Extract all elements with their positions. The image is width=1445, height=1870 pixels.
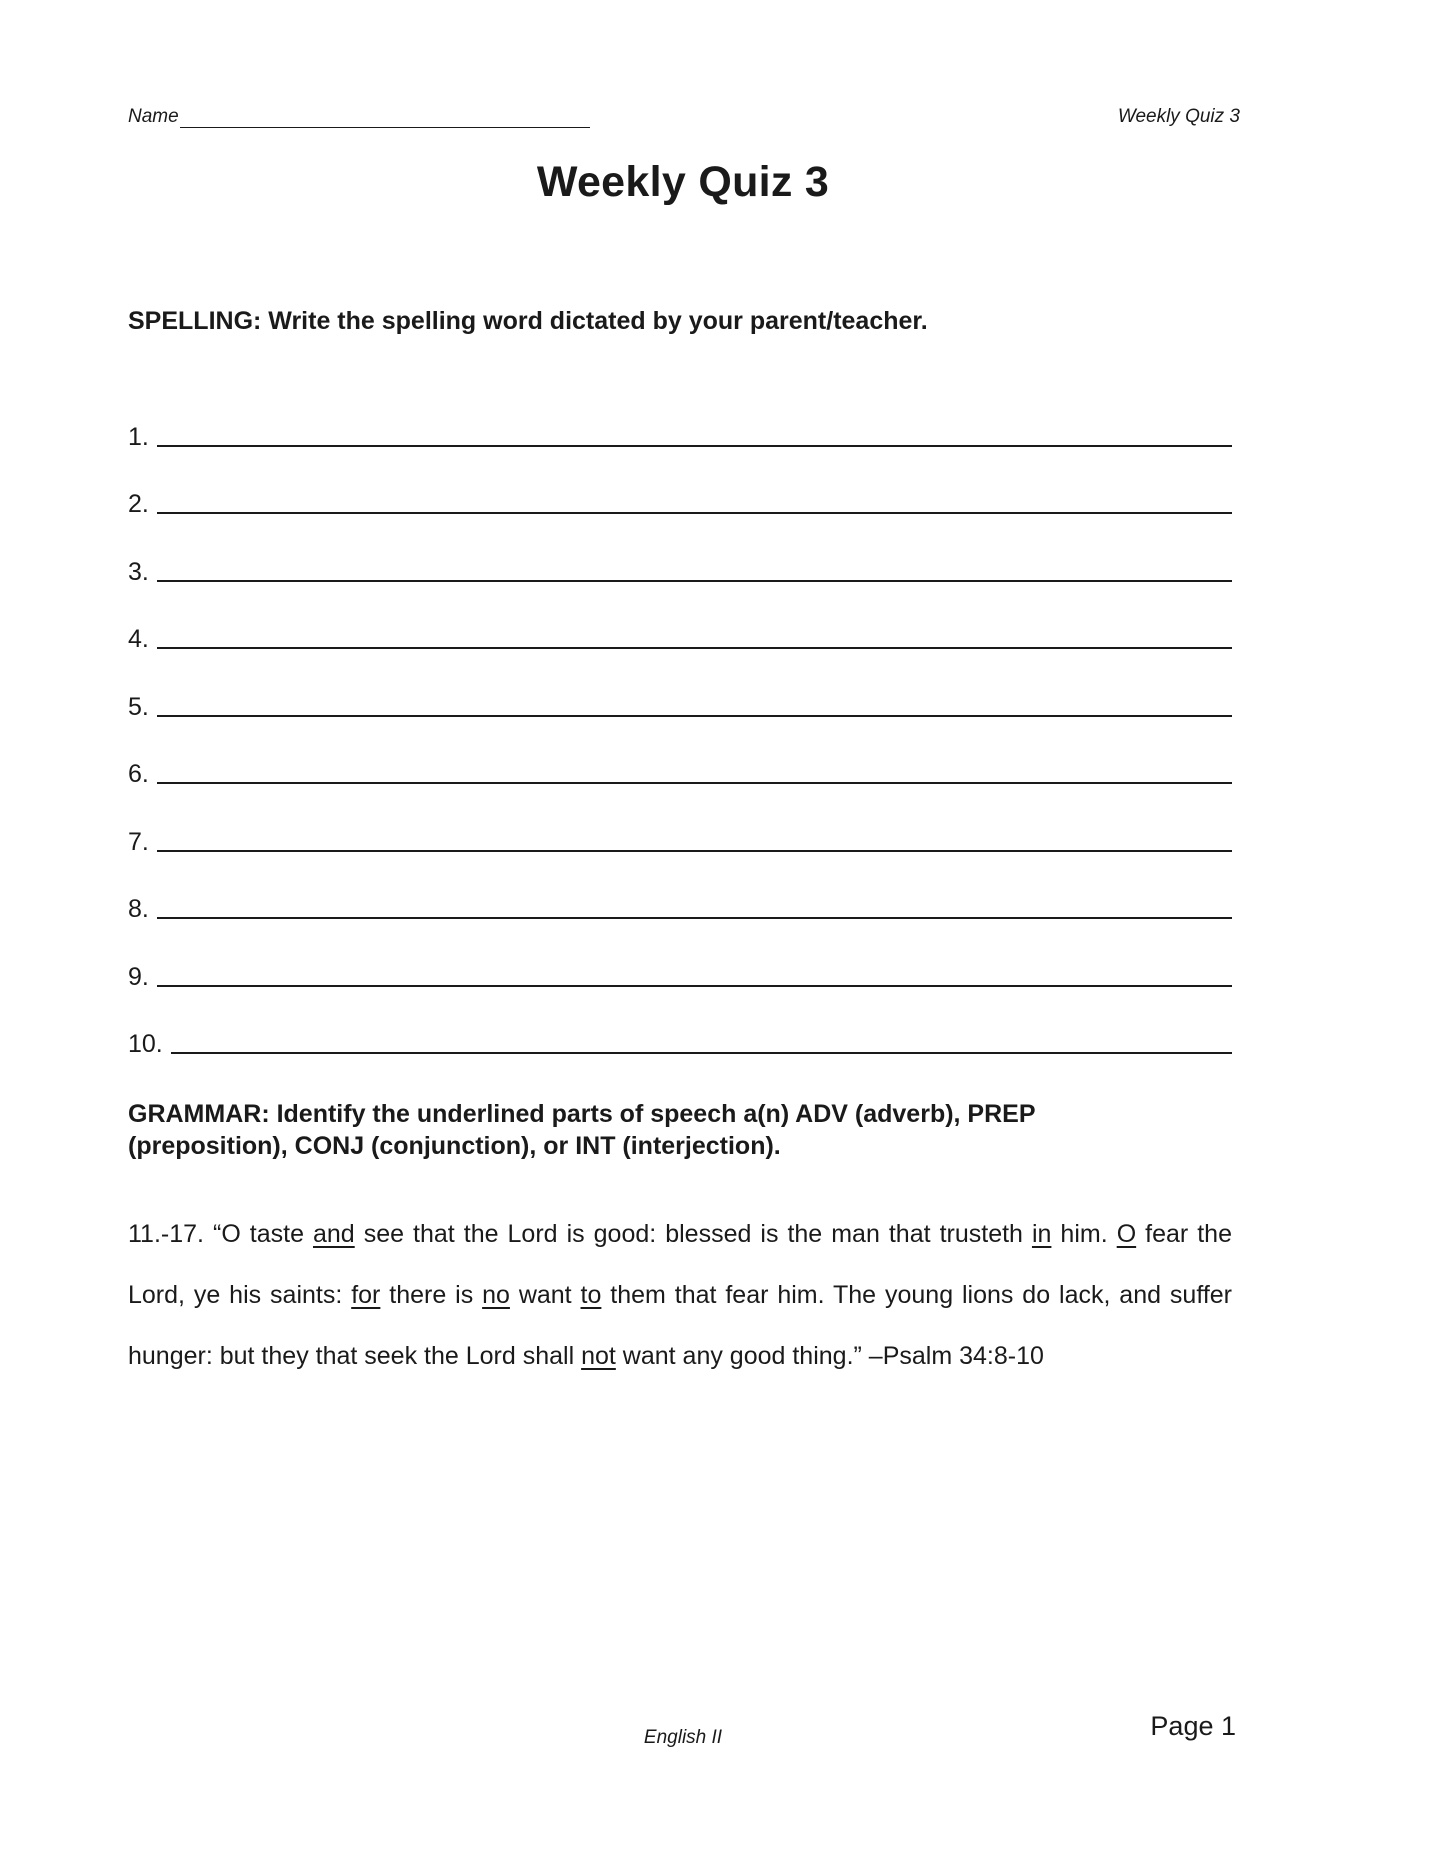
spelling-item (128, 450, 1232, 518)
passage-segment: them that fear him. The young lions do lack, and suffer hunger: but they that seek the Lord shall (128, 1281, 1232, 1370)
spelling-item (128, 382, 1232, 450)
passage-segment: him. (1051, 1220, 1117, 1248)
footer-page-number: Page 1 (1150, 1711, 1236, 1741)
spelling-answer-line[interactable] (157, 486, 1232, 514)
underlined-word: for (351, 1281, 381, 1309)
spelling-label: SPELLING: (128, 307, 262, 335)
spelling-item (128, 990, 1232, 1058)
underlined-word: O (1116, 1220, 1137, 1248)
spelling-answer-line[interactable] (171, 1026, 1232, 1054)
underlined-word: to (580, 1281, 602, 1309)
spelling-answer-line[interactable] (157, 756, 1232, 784)
spelling-item (128, 787, 1232, 855)
spelling-item-number: 10. (128, 1030, 163, 1058)
spelling-item-number: 2. (128, 490, 149, 518)
spelling-answer-line[interactable] (157, 824, 1232, 852)
spelling-item-number: 3. (128, 557, 149, 586)
spelling-item-number: 1. (128, 422, 149, 451)
grammar-label: GRAMMAR: (128, 1100, 270, 1128)
grammar-instruction: Identify the underlined parts of speech a(n) ADV (adverb), PREP (preposition), CONJ (conjunction), or INT (interjection). (128, 1100, 1036, 1160)
spelling-answer-line[interactable] (157, 891, 1232, 919)
spelling-item-number: 9. (128, 962, 149, 991)
spelling-heading (128, 305, 928, 337)
footer-course: English II (643, 1727, 723, 1748)
spelling-item (128, 720, 1232, 788)
spelling-item-number: 5. (128, 692, 149, 721)
grammar-heading (128, 1098, 1088, 1162)
grammar-passage (128, 1204, 1232, 1387)
spelling-item (128, 652, 1232, 720)
underlined-word: not (581, 1342, 616, 1370)
page-title: Weekly Quiz 3 (536, 158, 830, 206)
passage-segment: there is (380, 1281, 483, 1309)
underlined-word: no (482, 1281, 510, 1309)
passage-segment: “O taste (213, 1220, 313, 1248)
spelling-answer-line[interactable] (157, 621, 1232, 649)
passage-segment: want any good thing.” –Psalm 34:8-10 (615, 1342, 1044, 1370)
spelling-item-number: 4. (128, 625, 149, 653)
spelling-item-number: 8. (128, 895, 149, 923)
spelling-item-number: 6. (128, 760, 149, 788)
name-label: Name (128, 106, 179, 127)
spelling-item (128, 855, 1232, 923)
spelling-answer-line[interactable] (157, 689, 1232, 717)
name-field (128, 106, 590, 128)
spelling-item (128, 517, 1232, 585)
passage-number: 11.-17. (128, 1220, 204, 1248)
spelling-answer-line[interactable] (157, 554, 1232, 582)
spelling-answer-line[interactable] (157, 419, 1232, 447)
passage-segment: fear the Lord, ye his saints: (128, 1220, 1232, 1309)
spelling-answer-list (128, 382, 1232, 1057)
spelling-instruction: Write the spelling word dictated by your parent/teacher. (268, 307, 928, 335)
passage-text (128, 1220, 1232, 1370)
spelling-item (128, 585, 1232, 653)
spelling-item (128, 922, 1232, 990)
header-quiz-label: Weekly Quiz 3 (1117, 106, 1240, 127)
passage-segment: see that the Lord is good: blessed is the man that trusteth (354, 1220, 1032, 1248)
spelling-answer-line[interactable] (157, 959, 1232, 987)
underlined-word: in (1031, 1220, 1052, 1248)
name-blank-line[interactable] (180, 109, 590, 128)
underlined-word: and (313, 1220, 355, 1248)
passage-segment: want (509, 1281, 581, 1309)
spelling-item-number: 7. (128, 827, 149, 856)
